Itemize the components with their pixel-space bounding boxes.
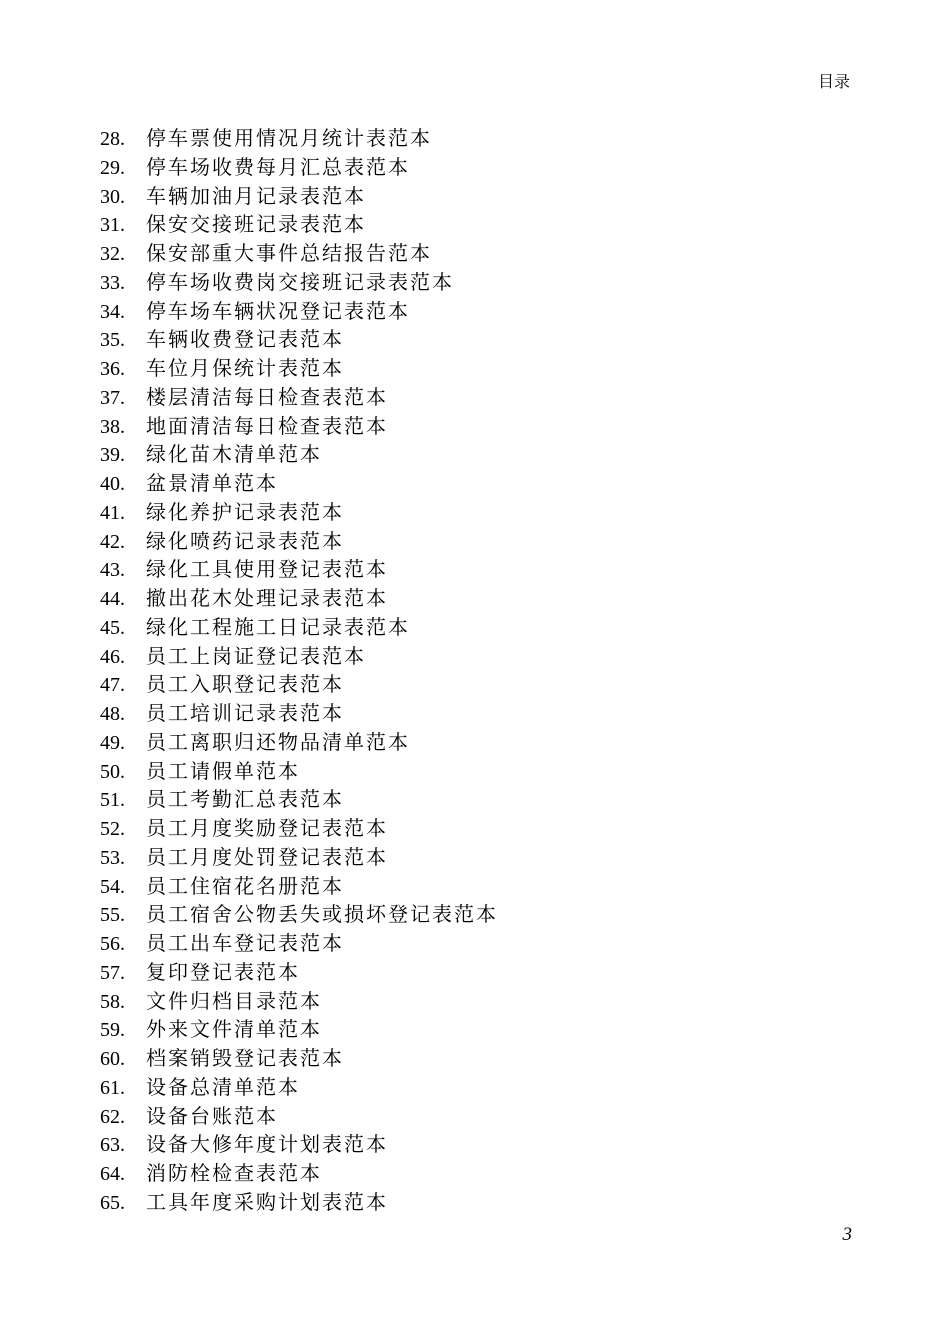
toc-entry [100, 153, 498, 182]
toc-entry [100, 124, 498, 153]
toc-entry-title: 地面清洁每日检查表范本 [146, 413, 388, 438]
toc-entry [100, 872, 498, 901]
toc-entry-number: 53. [100, 846, 125, 869]
toc-entry-title: 消防栓检查表范本 [146, 1161, 322, 1185]
toc-entry-number: 57. [100, 961, 125, 984]
toc-entry-number: 32. [100, 243, 125, 265]
toc-entry-number: 40. [100, 473, 125, 495]
toc-entry-number: 55. [100, 904, 125, 927]
toc-entry [100, 325, 498, 354]
toc-entry [100, 785, 498, 814]
toc-entry-number: 41. [100, 501, 125, 524]
toc-entry [100, 814, 498, 843]
toc-entry-title: 员工上岗证登记表范本 [146, 643, 366, 668]
toc-entry [100, 268, 498, 297]
toc-entry [100, 498, 498, 527]
toc-entry-title: 设备总清单范本 [146, 1074, 300, 1099]
toc-entry-title: 车辆收费登记表范本 [146, 327, 344, 352]
toc-entry-number: 50. [100, 760, 125, 783]
table-of-contents [100, 124, 498, 1217]
toc-entry-title: 绿化养护记录表范本 [146, 499, 344, 524]
toc-entry [100, 642, 498, 671]
toc-entry-number: 58. [100, 990, 125, 1013]
toc-entry-number: 43. [100, 559, 125, 582]
toc-entry-number: 49. [100, 731, 125, 754]
toc-entry-title: 楼层清洁每日检查表范本 [146, 384, 388, 409]
toc-entry-number: 29. [100, 156, 125, 179]
toc-entry-title: 绿化工程施工日记录表范本 [146, 614, 410, 639]
toc-entry-number: 44. [100, 588, 125, 610]
toc-entry [100, 297, 498, 326]
toc-entry-number: 56. [100, 933, 125, 955]
toc-entry-number: 51. [100, 789, 125, 812]
toc-entry-number: 33. [100, 271, 125, 294]
toc-entry-number: 63. [100, 1134, 125, 1157]
toc-entry-title: 员工宿舍公物丢失或损坏登记表范本 [146, 902, 498, 927]
toc-entry [100, 1102, 498, 1131]
toc-entry [100, 728, 498, 757]
toc-entry [100, 1130, 498, 1159]
toc-entry-number: 47. [100, 674, 125, 697]
toc-entry-title: 文件归档目录范本 [146, 988, 322, 1013]
toc-entry-title: 保安交接班记录表范本 [146, 212, 366, 237]
toc-entry-title: 员工请假单范本 [146, 758, 300, 783]
toc-entry [100, 613, 498, 642]
toc-entry-title: 车位月保统计表范本 [146, 356, 344, 380]
toc-entry-title: 撤出花木处理记录表范本 [146, 586, 388, 610]
toc-entry-title: 停车场收费岗交接班记录表范本 [146, 269, 454, 294]
toc-entry-number: 38. [100, 415, 125, 438]
toc-entry [100, 1015, 498, 1044]
toc-entry-title: 员工离职归还物品清单范本 [146, 729, 410, 754]
toc-entry-number: 62. [100, 1105, 125, 1128]
toc-entry-number: 45. [100, 616, 125, 639]
toc-entry-number: 59. [100, 1019, 125, 1042]
toc-entry-title: 绿化喷药记录表范本 [146, 528, 344, 553]
toc-entry [100, 757, 498, 786]
toc-entry-number: 36. [100, 358, 125, 380]
toc-entry-number: 60. [100, 1048, 125, 1070]
toc-entry-title: 设备大修年度计划表范本 [146, 1132, 388, 1157]
toc-entry-title: 停车票使用情况月统计表范本 [146, 126, 432, 150]
toc-entry-number: 54. [100, 875, 125, 898]
toc-entry [100, 412, 498, 441]
toc-entry [100, 440, 498, 469]
toc-entry [100, 843, 498, 872]
toc-entry-number: 31. [100, 214, 125, 237]
toc-entry-number: 37. [100, 386, 125, 409]
toc-entry [100, 670, 498, 699]
toc-entry [100, 354, 498, 383]
toc-entry [100, 555, 498, 584]
toc-entry-title: 员工培训记录表范本 [146, 701, 344, 725]
toc-entry-title: 档案销毁登记表范本 [146, 1046, 344, 1070]
toc-entry-number: 64. [100, 1163, 125, 1185]
toc-entry [100, 1073, 498, 1102]
toc-entry-title: 车辆加油月记录表范本 [146, 183, 366, 208]
toc-entry [100, 1159, 498, 1188]
toc-entry-title: 员工住宿花名册范本 [146, 873, 344, 898]
toc-entry [100, 929, 498, 958]
toc-entry-number: 28. [100, 128, 125, 150]
toc-entry-number: 30. [100, 185, 125, 208]
toc-entry [100, 699, 498, 728]
toc-entry-number: 35. [100, 329, 125, 352]
toc-entry-number: 65. [100, 1191, 125, 1214]
toc-entry-title: 停车场收费每月汇总表范本 [146, 154, 410, 179]
toc-entry [100, 900, 498, 929]
toc-entry [100, 239, 498, 268]
toc-entry-title: 盆景清单范本 [146, 471, 278, 495]
toc-entry-number: 39. [100, 444, 125, 467]
toc-entry-number: 34. [100, 300, 125, 323]
toc-entry-title: 工具年度采购计划表范本 [146, 1189, 388, 1214]
toc-entry-title: 员工月度奖励登记表范本 [146, 816, 388, 840]
toc-entry [100, 958, 498, 987]
toc-entry-title: 设备台账范本 [146, 1103, 278, 1128]
toc-entry [100, 182, 498, 211]
toc-entry [100, 383, 498, 412]
toc-entry [100, 1188, 498, 1217]
toc-entry-number: 48. [100, 703, 125, 725]
page-header: 目录 [817, 72, 850, 91]
toc-entry [100, 987, 498, 1016]
toc-entry [100, 210, 498, 239]
toc-entry-number: 52. [100, 818, 125, 840]
toc-entry-number: 61. [100, 1076, 125, 1099]
toc-entry [100, 469, 498, 498]
toc-entry-title: 停车场车辆状况登记表范本 [146, 298, 410, 323]
toc-entry [100, 1044, 498, 1073]
toc-entry-title: 员工考勤汇总表范本 [146, 787, 344, 812]
toc-entry-title: 员工月度处罚登记表范本 [146, 844, 388, 869]
page-number: 3 [842, 1224, 852, 1245]
toc-entry-number: 42. [100, 530, 125, 553]
toc-entry [100, 527, 498, 556]
toc-entry-title: 保安部重大事件总结报告范本 [146, 241, 432, 265]
toc-entry-title: 员工入职登记表范本 [146, 672, 344, 697]
toc-entry-title: 员工出车登记表范本 [146, 931, 344, 955]
toc-entry-title: 绿化苗木清单范本 [146, 442, 322, 467]
toc-entry-title: 绿化工具使用登记表范本 [146, 557, 388, 582]
toc-entry-number: 46. [100, 645, 125, 668]
toc-entry [100, 584, 498, 613]
toc-entry-title: 外来文件清单范本 [146, 1017, 322, 1042]
toc-entry-title: 复印登记表范本 [146, 959, 300, 984]
